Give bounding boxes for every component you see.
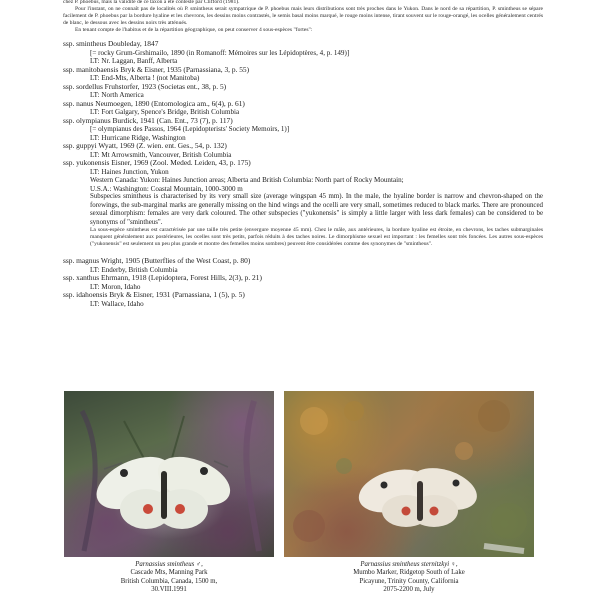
caption-title: Parnassius smintheus sternitzkyi ♀, — [360, 561, 458, 568]
butterfly-illustration — [284, 391, 534, 557]
subspecies-heading: ssp. manitobaensis Bryk & Eisner, 1935 (Parnassiana, 3, p. 55) — [63, 64, 250, 74]
subspecies-entry — [63, 291, 543, 308]
caption-line: 2075-2200 m, July — [383, 585, 435, 593]
subspecies-detail: Western Canada: Yukon: Haines Junction areas; Alberta and British Columbia: North part of Rocky Mountain; — [90, 176, 404, 185]
subspecies-heading: ssp. sordellus Fruhstorfer, 1923 (Societas ent., 38, p. 5) — [63, 81, 227, 91]
subspecies-entry — [63, 142, 543, 159]
butterfly-photo-male — [64, 391, 274, 557]
butterfly-illustration — [64, 391, 274, 557]
subspecies-detail: [= olympianus des Passos, 1964 (Lepidopterists' Society Memoirs, 1)] — [90, 125, 290, 134]
intro-paragraph: chez P. phoebus, mais la validité de ce taxon a été contesté par Clifford (1981). — [63, 0, 240, 5]
subspecies-detail: LT: Fort Galgary, Spence's Bridge, British Columbia — [90, 108, 240, 117]
intro-section — [63, 0, 543, 34]
caption-line: Mumbo Marker, Ridgetop South of Lake — [353, 569, 465, 577]
subspecies-heading: ssp. yukonensis Eisner, 1969 (Zool. Meded. Leiden, 43, p. 175) — [63, 158, 251, 168]
subspecies-detail: LT: Nr. Laggan, Banff, Alberta — [90, 57, 178, 66]
subspecies-detail: LT: End-Mts, Alberta ! (not Manitoba) — [90, 74, 200, 83]
subspecies-heading: ssp. xanthus Ehrmann, 1918 (Lepidoptera, Forest Hills, 2(3), p. 21) — [63, 273, 262, 283]
subspecies-entry — [63, 117, 543, 142]
subspecies-list — [63, 40, 543, 308]
caption-title: Parnassius smintheus ♂, — [135, 561, 203, 568]
subspecies-heading: ssp. idahoensis Bryk & Eisner, 1931 (Parnassiana, 1 (5), p. 5) — [63, 290, 245, 300]
subspecies-heading: ssp. olympianus Burdick, 1941 (Can. Ent., 73 (7), p. 117) — [63, 115, 233, 125]
butterfly-photo-female — [284, 391, 534, 557]
subspecies-entry — [63, 100, 543, 117]
subspecies-detail: LT: Enderby, British Columbia — [90, 266, 178, 275]
caption-line: Picayune, Trinity County, California — [359, 577, 459, 585]
photo-caption-left — [64, 561, 274, 594]
caption-line: Cascade Mts, Manning Park — [130, 569, 208, 577]
subspecies-detail: LT: North America — [90, 91, 144, 100]
intro-paragraph: En tenant compte de l'habitus et de la répartition géographique, on peut conserver 4 sous-espèces "fortes": — [75, 27, 313, 34]
subspecies-detail: LT: Haines Junction, Yukon — [90, 167, 169, 176]
subspecies-detail: LT: Hurricane Ridge, Washington — [90, 133, 186, 142]
description-french: La sous-espèce smintheus est caractérisée par une taille très petite (envergure moyenne 45 mm). Chez le mâle, aux antérieures, la bordure hyaline est étroite, en chevrons, les taches submarginales manquent généralement aux postérieures, les ocelles sont très petits, parfois réduits à des taches noires. Le dimorphisme sexuel est important : les femelles sont très foncées. Les autres sous-espèces ("yukonensis" est seulement un peu plus grande et montre des femelles moins sombres) peuvent être considérées comme des synonymes de "smintheus". — [90, 227, 543, 248]
photo-caption-right — [284, 561, 534, 594]
caption-line: British Columbia, Canada, 1500 m, — [120, 577, 218, 585]
subspecies-entry — [63, 83, 543, 100]
subspecies-entry — [63, 66, 543, 83]
text-block — [63, 0, 543, 308]
subspecies-heading: ssp. nanus Neumoegen, 1890 (Entomologica am., 6(4), p. 61) — [63, 98, 245, 108]
subspecies-detail: U.S.A.: Washington: Coastal Mountain, 1000-3000 m — [90, 184, 243, 193]
subspecies-heading: ssp. guppyi Wyatt, 1969 (Z. wien. ent. Ges., 54, p. 132) — [63, 141, 227, 151]
subspecies-entry — [63, 257, 543, 274]
caption-line: 30.VIII.1991 — [151, 585, 187, 593]
subspecies-detail: LT: Moron, Idaho — [90, 283, 141, 292]
subspecies-entry — [63, 159, 543, 248]
subspecies-heading: ssp. magnus Wright, 1905 (Butterflies of the West Coast, p. 80) — [63, 256, 251, 266]
subspecies-detail: [= rocky Grum-Grshimailo, 1890 (in Romanoff: Mémoires sur les Lépidoptères, 4, p. 149)] — [90, 49, 350, 58]
subspecies-detail: LT: Wallace, Idaho — [90, 300, 144, 309]
intro-paragraph: Pour l'instant, on ne connaît pas de localités où P. smintheus serait sympatrique de P. phoebus mais leurs distributions sont très proches dans le Yukon. Dans le nord de sa répartition, P. smintheus se sépare facilement de P. phoebus par la bordure hyaline et les chevrons, les dessins moins contrastés, le semis basal moins marqué, le rouge moins intense, tirant souvent sur le rouge-orangé, les ocelles généralement centrés de blanc, le dessous avec les dessins noirs très atténués. — [63, 6, 543, 27]
subspecies-heading: ssp. smintheus Doubleday, 1847 — [63, 39, 159, 49]
subspecies-entry — [63, 40, 543, 65]
description-english: Subspecies smintheus is characterised by its very small size (average wingspan 45 mm). In the male, the hyaline border is narrow and chevron-shaped on the forewings, the sub-marginal marks are generally missing on the hind wings and the ocelli are very small, sometimes reduced to black marks. There are pronounced sexual dimorphism: females are very dark coloured. The other subspecies ("yukonensis" is simply a little larger with less dark females) can be considered to be synonyms of "smintheus". — [90, 193, 543, 226]
subspecies-entry — [63, 274, 543, 291]
subspecies-detail: LT: Mt Arrowsmith, Vancouver, British Columbia — [90, 150, 232, 159]
